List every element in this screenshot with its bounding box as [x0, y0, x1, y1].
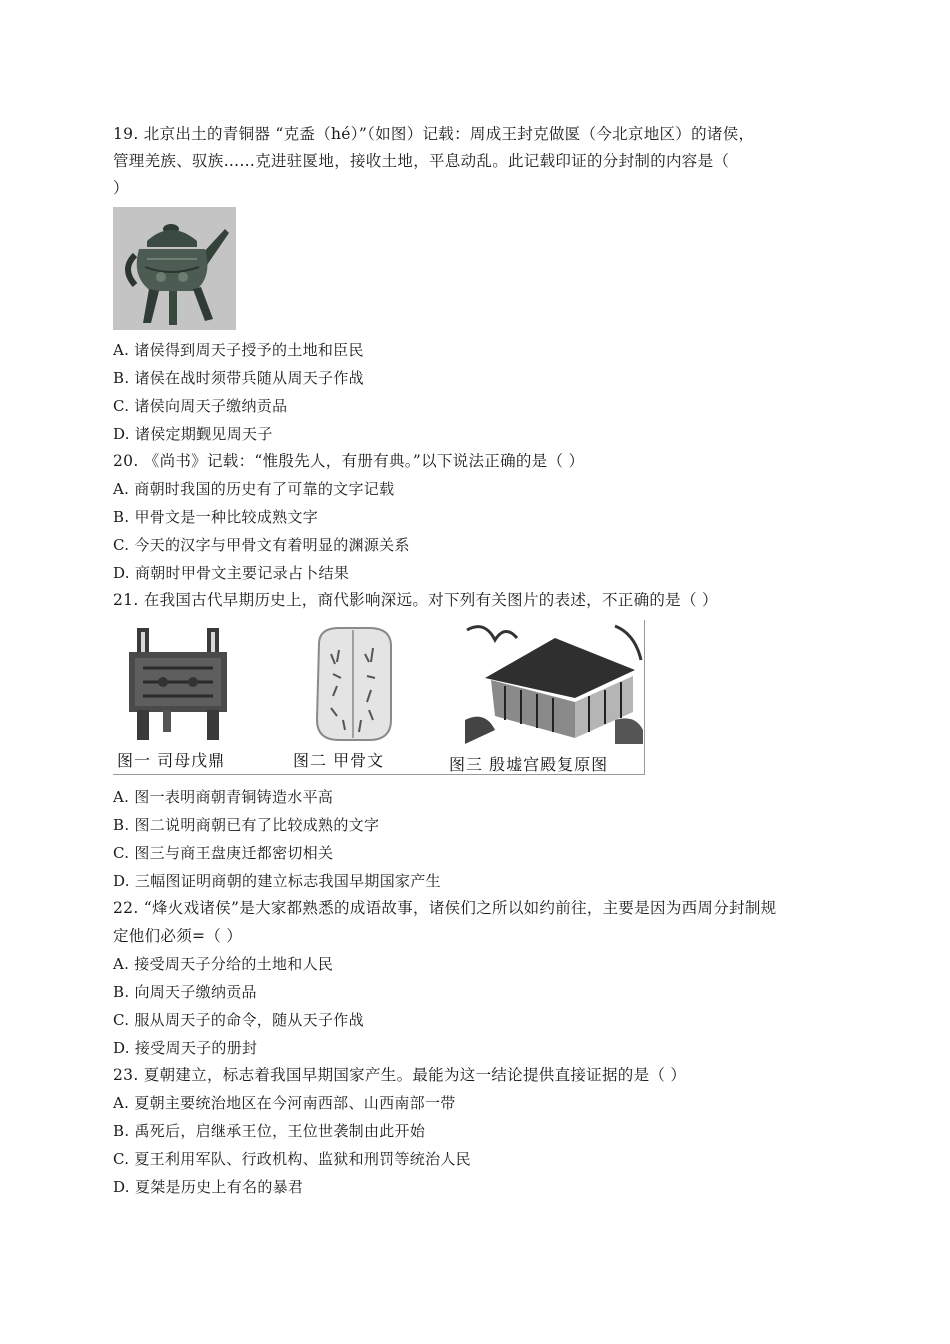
yinxu-palace-image — [465, 620, 643, 744]
shang-dynasty-figures — [113, 620, 645, 775]
question-20-option-b: B. 甲骨文是一种比较成熟文字 — [113, 508, 319, 526]
question-19-option-a: A. 诸侯得到周天子授予的土地和臣民 — [113, 341, 364, 359]
question-22-text-line-1: 22. “烽火戏诸侯”是大家都熟悉的成语故事，诸侯们之所以如约前往，主要是因为西周分封制规 — [113, 899, 777, 917]
question-23-text: 23. 夏朝建立，标志着我国早期国家产生。最能为这一结论提供直接证据的是（ ） — [113, 1066, 687, 1084]
question-22-option-d: D. 接受周天子的册封 — [113, 1039, 258, 1057]
figure-1-caption: 图一 司母戊鼎 — [117, 751, 226, 770]
question-22-option-c: C. 服从周天子的命令，随从天子作战 — [113, 1011, 364, 1029]
question-23-option-d: D. 夏桀是历史上有名的暴君 — [113, 1178, 304, 1196]
question-22-text-line-2: 定他们必须=（ ） — [113, 927, 243, 945]
question-19-text-line-1: 19. 北京出土的青铜器 “克盉（hé）”（如图）记载：周成王封克做匽（今北京地区）的诸侯， — [113, 125, 755, 143]
question-23-option-c: C. 夏王利用军队、行政机构、监狱和刑罚等统治人民 — [113, 1150, 471, 1168]
simuwu-ding-image — [123, 624, 233, 744]
question-23-option-a: A. 夏朝主要统治地区在今河南西部、山西南部一带 — [113, 1094, 456, 1112]
question-21-option-c: C. 图三与商王盘庚迁都密切相关 — [113, 844, 334, 862]
question-19-text-line-2: 管理羌族、驭族……克进驻匽地，接收土地，平息动乱。此记载印证的分封制的内容是（ — [113, 152, 730, 170]
question-19-text-line-3: ） — [113, 179, 129, 197]
question-20-option-d: D. 商朝时甲骨文主要记录占卜结果 — [113, 564, 350, 582]
question-21-option-a: A. 图一表明商朝青铜铸造水平高 — [113, 788, 334, 806]
question-21-text: 21. 在我国古代早期历史上，商代影响深远。对下列有关图片的表述，不正确的是（ ） — [113, 591, 718, 609]
question-19-option-c: C. 诸侯向周天子缴纳贡品 — [113, 397, 288, 415]
question-21-option-d: D. 三幅图证明商朝的建立标志我国早期国家产生 — [113, 872, 441, 890]
question-21-option-b: B. 图二说明商朝已有了比较成熟的文字 — [113, 816, 380, 834]
question-22-option-b: B. 向周天子缴纳贡品 — [113, 983, 257, 1001]
question-23-option-b: B. 禹死后，启继承王位，王位世袭制由此开始 — [113, 1122, 426, 1140]
question-22-option-a: A. 接受周天子分给的土地和人民 — [113, 955, 334, 973]
figure-3-caption: 图三 殷墟宫殿复原图 — [449, 755, 609, 774]
kehe-bronze-vessel-image — [113, 207, 236, 330]
question-20-option-a: A. 商朝时我国的历史有了可靠的文字记载 — [113, 480, 395, 498]
question-19-option-d: D. 诸侯定期觐见周天子 — [113, 425, 273, 443]
oracle-bone-image — [309, 624, 399, 744]
question-20-option-c: C. 今天的汉字与甲骨文有着明显的渊源关系 — [113, 536, 410, 554]
figure-2-caption: 图二 甲骨文 — [293, 751, 385, 770]
question-19-option-b: B. 诸侯在战时须带兵随从周天子作战 — [113, 369, 364, 387]
question-20-text: 20. 《尚书》记载：“惟殷先人，有册有典。”以下说法正确的是（ ） — [113, 452, 585, 470]
